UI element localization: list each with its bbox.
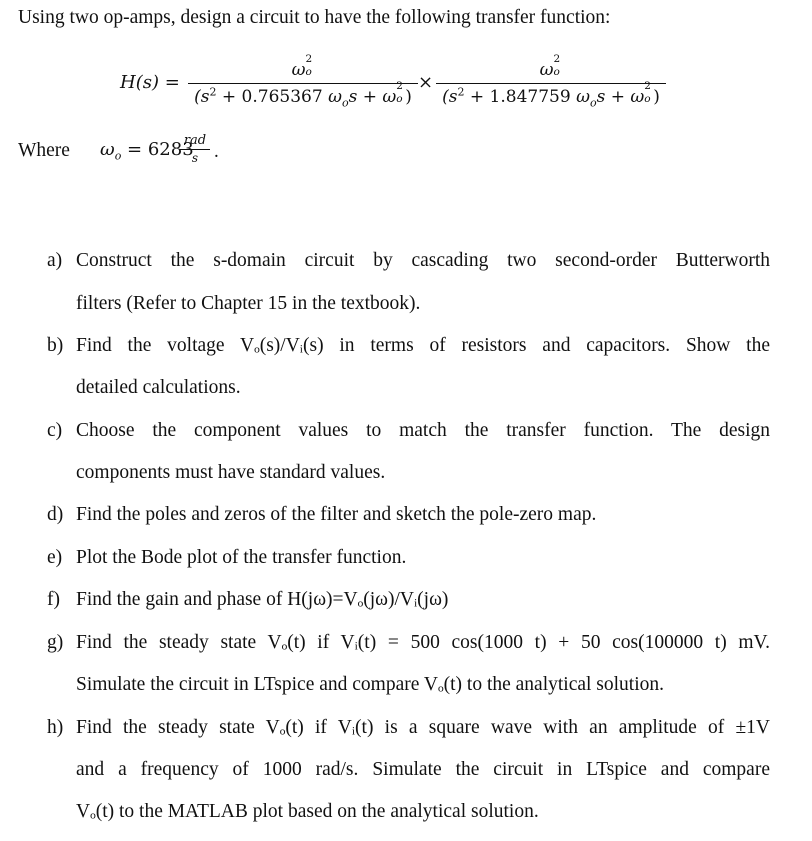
definition-period: .: [214, 141, 219, 162]
omega-value: $\omega_o = 6283$: [100, 139, 194, 163]
task-marker: d): [47, 504, 64, 525]
task-marker: f): [47, 589, 60, 610]
task-text-line: Find the gain and phase of H(jω)=Vₒ(jω)/Vᵢ(jω): [76, 589, 449, 610]
task-text-line: detailed calculations.: [76, 377, 241, 398]
task-marker: e): [47, 547, 63, 568]
task-marker: c): [47, 420, 63, 441]
task-text-line: Construct the s-domain circuit by cascading two second-order Butterworth: [76, 250, 770, 271]
task-text-line: Find the steady state Vₒ(t) if Vᵢ(t) = 500 cos(1000 t) + 50 cos(100000 t) mV.: [76, 632, 770, 653]
second-factor-fraction: [436, 53, 666, 110]
second-factor-numerator: ω 2 o: [539, 53, 561, 80]
where-word: Where: [18, 140, 70, 161]
first-factor-fraction: [188, 53, 418, 110]
problem-intro: Using two op-amps, design a circuit to have the following transfer function:: [18, 7, 611, 28]
first-factor-denominator: ($s^2 + 0.765367$ $\omega_os + \omega$ 2 o ): [194, 80, 412, 110]
task-text-line: and a frequency of 1000 rad/s. Simulate the circuit in LTspice and compare: [76, 759, 770, 780]
task-marker: h): [47, 717, 64, 738]
task-text-line: filters (Refer to Chapter 15 in the textbook).: [76, 293, 421, 314]
task-marker: b): [47, 335, 64, 356]
task-text-line: Find the voltage Vₒ(s)/Vᵢ(s) in terms of resistors and capacitors. Show the: [76, 335, 770, 356]
task-text-line: Simulate the circuit in LTspice and compare Vₒ(t) to the analytical solution.: [76, 674, 665, 695]
task-marker: g): [47, 632, 64, 653]
task-text-line: Find the steady state Vₒ(t) if Vᵢ(t) is a square wave with an amplitude of ±1V: [76, 717, 770, 738]
transfer-function-lhs: H(s) =: [120, 72, 180, 93]
task-text-line: Choose the component values to match the transfer function. The design: [76, 420, 770, 441]
multiply-sign: ×: [418, 72, 434, 93]
task-text-line: components must have standard values.: [76, 462, 386, 483]
task-text-line: Plot the Bode plot of the transfer function.: [76, 547, 407, 568]
task-marker: a): [47, 250, 63, 271]
task-text-line: Find the poles and zeros of the filter and sketch the pole-zero map.: [76, 504, 597, 525]
omega-unit-fraction: rad s: [180, 133, 210, 166]
task-text-line: Vₒ(t) to the MATLAB plot based on the analytical solution.: [76, 801, 539, 822]
second-factor-denominator: ($s^2 + 1.847759$ $\omega_os + \omega$ 2 o ): [442, 80, 660, 110]
first-factor-numerator: ω 2 o: [291, 53, 313, 80]
